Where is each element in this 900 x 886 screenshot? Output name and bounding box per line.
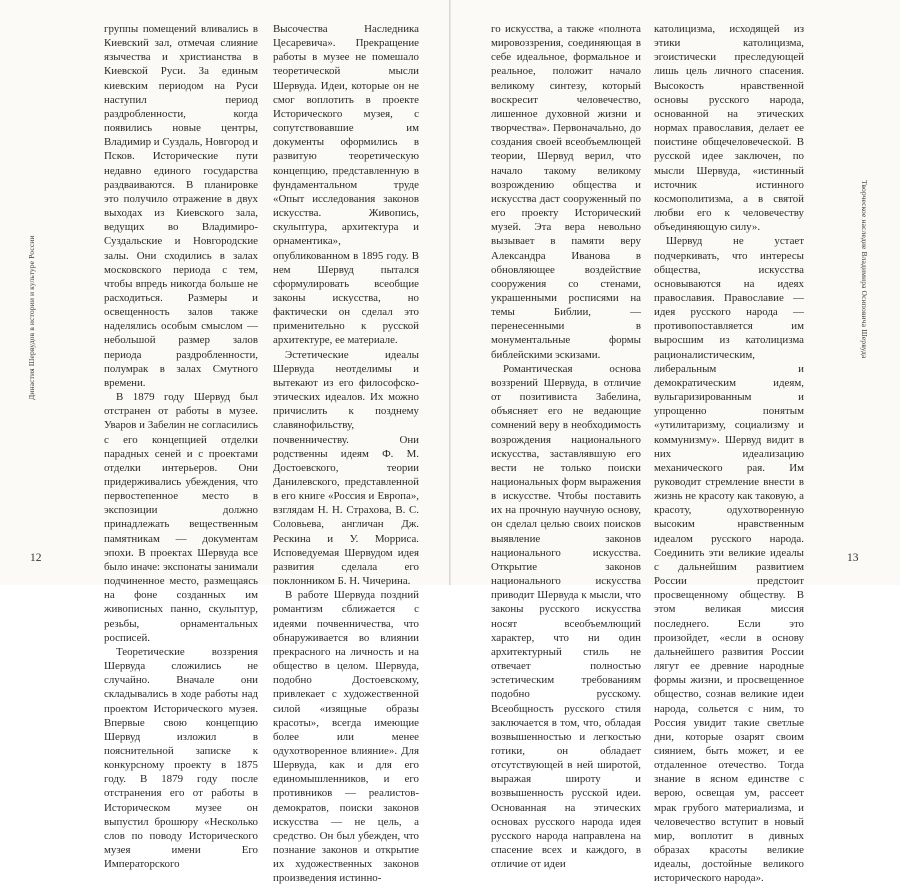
running-head-left: Династия Шервудов в истории и культуре России	[27, 235, 36, 400]
left-column-1	[104, 22, 258, 871]
paragraph: Шервуд не устает подчеркивать, что интересы общества, искусства основываются на идеях православия. Православие — идея русского народа — противопоставляется им выросшим из католицизма рационалистическим, либеральным и демократическим идеям, вульгаризированным и упрощенно понятым «утилитаризму, социализму и коммунизму». Шервуд видит в них идеализацию механического рая. Им руководит стремление внести в жизнь не красоту как таковую, а красоту, одухотворенную высоким нравственным идеалом русского народа. Соединить эти великие идеалы с дальнейшим развитием России предстоит просвещенному обществу. В этом великая миссия последнего. Если это произойдет, «если в основу дальнейшего развития России лягут ее древние народные формы жизни, и просвещенное общество, сознав великие идеи народа, сольется с ним, то Россия увидит такие светлые дни, которые озарят своим сиянием, быть может, и ее отдаленное отечество. Тогда знание в ясном единстве с верою, освещая ум, рассеет мрак грубого материализма, и человечество вступит в новый мир, воплотит в дивных образах красоты великие идеалы, достойные великого исторического народа».	[654, 235, 804, 885]
left-column-2	[273, 22, 419, 886]
page-number-left: 12	[30, 552, 42, 564]
paragraph: Эстетические идеалы Шервуда неотделимы и вытекают из его философско-этических идеалов. Их можно причислить к позднему славянофильству, почвенничеству. Они родственны идеям Ф. М. Достоевского, теории Данилевского, представленной в его книге «Россия и Европа», взглядам Н. Н. Страхова, В. С. Соловьева, англичан Дж. Рескина и У. Морриса. Исповедуемая Шервудом идея развития сделала его поклонником Б. Н. Чичерина.	[273, 348, 419, 588]
paragraph: группы помещений вливались в Киевский зал, отмечая слияние язычества и христианства в Киевской Руси. За единым киевским периодом на Руси наступил период раздробленности, когда появились новые центры, Владимир и Суздаль, Новгород и Псков. Исторические пути недавно единого государства раздваиваются. В планировке это получило отражение в двух выходах из Киевского зала, ведущих во Владимиро-Суздальские и Новгородские залы. Они сходились в залах московского периода с тем, чтобы впредь никогда больше не расходиться. Размеры и освещенность залов также наделялись особым смыслом — небольшой размер залов периода раздробленности, полумрак в залах Смутного времени.	[104, 23, 258, 389]
running-head-right: Творческое наследие Владимира Осиповича Шервуда	[860, 180, 869, 359]
paragraph: католицизма, исходящей из этики католицизма, эгоистически преследующей лишь цель личного спасения. Высокость нравственной основы русского народа, основанной на этических нормах православия, делает ее поистине общечеловеческой. В русской идее заключен, по мысли Шервуда, «истинный источник истинного космополитизма, а в святой любви его к человечеству объединяющую силу».	[654, 23, 804, 234]
right-column-2	[654, 22, 804, 886]
paragraph: го искусства, а также «полнота мировоззрения, соединяющая в себе идеальное, формальное и реальное, положит начало великому синтезу, который воскресит человечество, лишенное духовной жизни и творчества». Первоначально, до создания своей всеобъемлющей теории, Шервуд верил, что начало такому великому возрождению общества и искусства даст сооруженный по его проекту Исторический музей. Эта вера невольно вызывает в памяти веру Александра Иванова в обновляющее воздействие сооружения со стенами, украшенными росписями на темы Библии, — перенесенными в монументальные формы библейскими эскизами.	[491, 23, 641, 361]
paragraph: Теоретические воззрения Шервуда сложились не случайно. Вначале они складывались в ходе работы над проектом Исторического музея. Впервые свою концепцию Шервуд изложил в пояснительной записке к конкурсному проекту в 1875 году. В 1879 году после отстранения его от работы в Историческом музее он выпустил брошюру «Несколько слов по поводу Исторического музея имени Его Императорского	[104, 645, 258, 871]
paragraph: Романтическая основа воззрений Шервуда, в отличие от позитивиста Забелина, объясняет его не ведающие сомнений веру в необходимость возрождения национального искусства, заставлявшую его вести не только поиски национальных форм выражения в искусстве. Чтобы поставить их на прочную научную основу, он сделал целью своих поисков выявление законов национального искусства. Открытие законов национального искусства приводит Шервуда к мысли, что законы русского искусства носят всеобъемлющий характер, что ни один архитектурный стиль не отвечает полностью эстетическим требованиям подобно русскому. Всеобщность русского стиля заключается в том, что, обладая возвышенностью и легкостью готики, он обладает отсутствующей в ней широтой, выражая широту и возвышенность русской идеи. Основанная на этических основах русского народа идея русского народа направлена на спасение всех и каждого, в отличие от идеи	[491, 362, 641, 871]
right-column-1	[491, 22, 641, 871]
paragraph: Высочества Наследника Цесаревича». Прекращение работы в музее не помешало теоретической мысли Шервуда. Идеи, которые он не смог воплотить в проекте Исторического музея, с сопутствовавшие им документы оформились в развитую теоретическую концепцию, представленную в фундаментальном труде «Опыт исследования законов искусства. Живопись, скульптура, архитектура и орнаментика», опубликованном в 1895 году. В нем Шервуд пытался сформулировать всеобщие законы искусства, но фактически он сделал это применительно к русской архитектуре, ее материале.	[273, 23, 419, 347]
left-page	[0, 0, 449, 885]
paragraph: В 1879 году Шервуд был отстранен от работы в музее. Уваров и Забелин не согласились с его концепцией отделки парадных сеней и с проектами отделки интерьеров. Они придерживались убеждения, что первостепенное место в экспозиции должно принадлежать вещественным памятникам — документам эпохи. В проектах Шервуда все было иначе: экспонаты занимали подчиненное место, размещаясь на фоне созданных им живописных панно, скульптур, резьбы, орнаментальных росписей.	[104, 391, 258, 644]
page-number-right: 13	[847, 552, 859, 564]
paragraph: В работе Шервуда поздний романтизм сближается с идеями почвенничества, что обнаруживается во влиянии прекрасного на личность и на общество в целом. Шервуда, подобно Достоевскому, привлекает с художественной силой «изящные образы красоты», всегда имеющие более или менее одухотворенное влияние». Для Шервуда, как и для его единомышленников, и его противников — реалистов-демократов, поиски законов искусства — не цель, а средство. Он был убежден, что познание законов и открытие их художественных законов произведения истинно-	[273, 589, 419, 885]
right-page	[451, 0, 900, 885]
